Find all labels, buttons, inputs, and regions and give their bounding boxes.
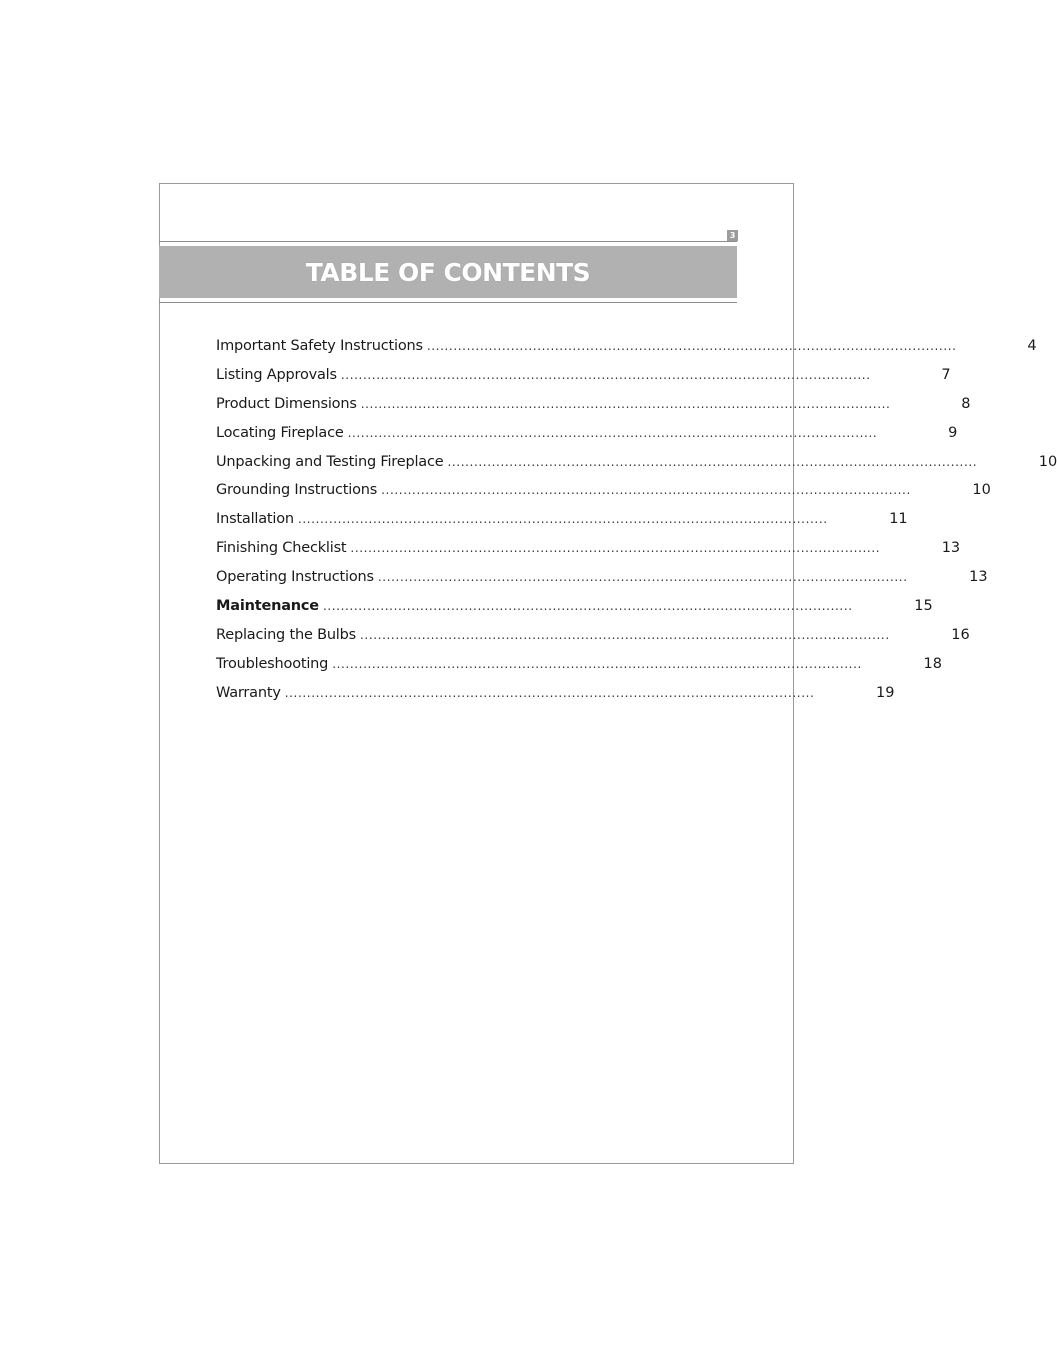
toc-leader-dots: ........................................................................................................................: [340, 367, 871, 382]
toc-entry-title: Important Safety Instructions: [216, 338, 423, 354]
toc-leader-dots: ........................................................................................................................: [381, 483, 911, 498]
toc-entry-title: Listing Approvals: [216, 366, 337, 383]
toc-entry-title: Finishing Checklist: [216, 540, 347, 557]
toc-entry-page: 13: [941, 540, 961, 557]
toc-leader-dots: ........................................................................................................................: [350, 541, 881, 556]
toc-leader-dots: ........................................................................................................................: [360, 627, 890, 642]
toc-entry-page: 16: [951, 626, 970, 643]
toc-entry-page: 18: [923, 655, 942, 672]
toc-entry-title: Locating Fireplace: [216, 424, 344, 441]
toc-entry[interactable]: [216, 482, 991, 511]
toc-entry[interactable]: [216, 395, 971, 425]
toc-leader-dots: ........................................................................................................................: [347, 425, 878, 440]
toc-entry-title: Maintenance: [216, 598, 319, 615]
toc-entry[interactable]: [216, 684, 895, 714]
toc-entry[interactable]: [216, 453, 1057, 483]
toc-entry[interactable]: [216, 424, 958, 454]
toc-leader-dots: ........................................................................................................................: [322, 599, 853, 614]
toc-leader-dots: ........................................................................................................................: [360, 396, 891, 411]
toc-entry-title: Troubleshooting: [216, 655, 329, 672]
toc-entry[interactable]: [216, 338, 1037, 367]
page-number-badge: 3: [727, 230, 738, 241]
toc-entry-title: Installation: [216, 511, 294, 528]
toc-leader-dots: ........................................................................................................................: [284, 685, 815, 700]
toc-entry[interactable]: [216, 366, 951, 396]
toc-entry-page: 15: [914, 598, 933, 615]
toc-entry-page: 13: [969, 569, 988, 586]
header-rule-top: [159, 241, 737, 242]
toc-entry-page: 4: [1027, 338, 1037, 354]
toc-entry[interactable]: [216, 569, 988, 598]
header-rule-bottom: [159, 302, 737, 303]
toc-leader-dots: ........................................................................................................................: [332, 656, 862, 671]
toc-entry-page: 10: [1038, 453, 1057, 470]
toc-leader-dots: ........................................................................................................................: [297, 512, 828, 527]
toc-entry[interactable]: [216, 598, 933, 627]
toc-entry-title: Replacing the Bulbs: [216, 626, 356, 643]
toc-entry-title: Product Dimensions: [216, 395, 357, 412]
toc-entry[interactable]: [216, 655, 942, 685]
toc-entry-title: Unpacking and Testing Fireplace: [216, 453, 444, 470]
toc-leader-dots: ........................................................................................................................: [426, 339, 957, 353]
toc-leader-dots: ........................................................................................................................: [447, 454, 978, 469]
toc-entry-page: 10: [972, 482, 991, 499]
table-of-contents: [216, 338, 1057, 714]
page-title: TABLE OF CONTENTS: [305, 257, 591, 287]
title-banner: [159, 246, 737, 298]
toc-entry-page: 11: [889, 511, 908, 528]
toc-entry[interactable]: [216, 511, 908, 540]
toc-entry[interactable]: [216, 626, 970, 656]
toc-entry-page: 9: [948, 424, 958, 441]
toc-entry-title: Warranty: [216, 684, 281, 701]
toc-entry-page: 19: [876, 684, 895, 701]
toc-entry-title: Operating Instructions: [216, 569, 374, 586]
toc-leader-dots: ........................................................................................................................: [377, 570, 908, 585]
toc-entry-title: Grounding Instructions: [216, 482, 378, 499]
toc-entry-page: 7: [941, 366, 951, 383]
toc-entry[interactable]: [216, 540, 961, 569]
toc-entry-page: 8: [961, 395, 971, 412]
